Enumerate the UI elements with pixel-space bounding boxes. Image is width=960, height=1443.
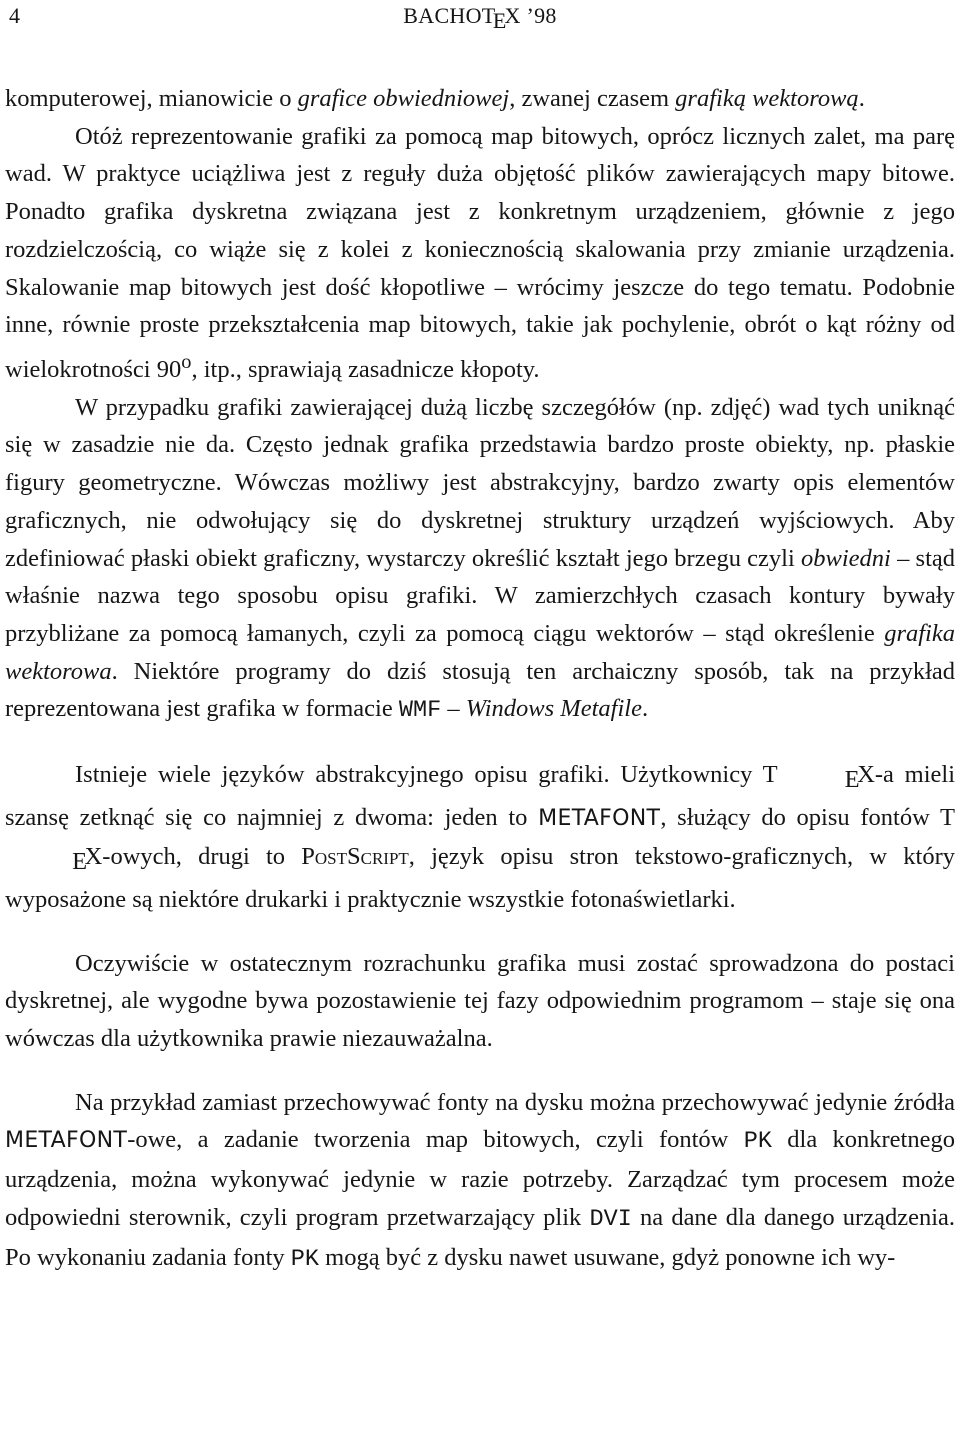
paragraph [5,118,955,389]
text-run: komputerowej, mianowicie o [5,85,298,112]
italic-text: grafiką wektorową [675,85,859,112]
paragraph [5,389,955,730]
paragraph [5,945,955,1058]
text-run: X-a mieli szansę zetknąć się co najmniej z dwoma: jeden to [5,761,956,832]
running-title-tex-e: E [492,7,507,33]
monospace-text: WMF [398,697,442,725]
text-run: Otóż reprezentowanie grafiki za pomocą map bitowych, oprócz licznych zalet, ma parę wad. W praktyce uciążliwa jest z reguły duża objętość plików zawierających mapy bitowe. Ponadto grafika dyskretna związana jest z konkretnym urządzeniem, głównie z jego rozdzielczością, co wiąże się z kolei z koniecznością skalowania przy zmianie urządzenia. Skalowanie map bitowych jest dość kłopotliwe – wrócimy jeszcze do tego tematu. Podobnie inne, równie proste przekształcenia map bitowych, takie jak pochylenie, obrót o kąt różny od wielokrotności 90 [5,122,955,384]
paragraph [5,80,955,118]
text-run: , służący do opisu fontów T [660,804,955,832]
italic-text: grafika wektorowa [5,620,955,685]
monospace-text: PK [290,1245,320,1273]
paragraph [5,756,955,919]
text-run: . [641,695,649,723]
text-run: , itp., sprawiają zasadnicze kłopoty. [191,356,540,384]
page-number: 4 [9,3,20,28]
text-run: , język opisu stron tekstowo-graficznych, w który wyposażone są niektóre drukarki i praktycznie wszystkie fotonaświetlarki. [5,842,955,913]
italic-text: obwiedni [801,544,891,572]
text-run: – stąd właśnie nazwa tego sposobu opisu grafiki. W zamierzchłych czasach kontury bywały przybliżane za pomocą łamanych, czyli za pomocą ciągu wektorów – stąd określenie [5,544,956,647]
italic-text: grafice obwiedniowej [297,85,510,112]
text-run: , zwanej czasem [509,85,676,112]
small-caps-text: PostScript [301,842,409,870]
monospace-text: PK [743,1128,772,1156]
text-run: dla konkretnego urządzenia, można wykonywać jedynie w razie potrzeby. Zarządzać tym procesem może odpowiedni sterownik, czyli program przetwarzający plik [5,1126,955,1231]
metafont-logo: METAFONT [538,806,661,832]
paragraph [5,1084,955,1279]
text-run: . [858,85,865,112]
text-run: Istnieje wiele języków abstrakcyjnego opisu grafiki. Użytkownicy T [75,761,778,789]
monospace-text: DVI [589,1205,632,1233]
italic-text: Windows Metafile [465,695,642,723]
document-body [5,80,955,1278]
text-run: mogą być z dysku nawet usuwane, gdyż ponowne ich wy- [319,1243,896,1271]
text-run: X-owych, drugi to [84,842,302,870]
tex-logo-e: E [844,766,860,794]
running-title-part: BACHOT [403,3,496,28]
superscript: o [181,350,192,373]
running-title [5,3,955,34]
text-run: -owe, a zadanie tworzenia map bitowych, czyli fontów [127,1126,744,1154]
text-run: – [441,695,466,723]
text-run: W przypadku grafiki zawierającej dużą liczbę szczegółów (np. zdjęć) wad tych uniknąć się w zasadzie nie da. Często jednak grafika przedstawia bardzo proste obiekty, np. płaskie figury geometryczne. Wówczas możliwy jest abstrakcyjny, bardzo zwarty opis elementów graficznych, nie odwołujący się do dyskretnej struktury urządzeń wyjściowych. Aby zdefiniować płaski obiekt graficzny, wystarczy określić kształt jego brzegu czyli [5,393,955,572]
text-run: Oczywiście w ostatecznym rozrachunku grafika musi zostać sprowadzona do postaci dyskretnej, ale wygodne bywa pozostawienie tej fazy odpowiednim programom – staje się ona wówczas dla użytkownika prawie niezauważalna. [5,949,955,1053]
text-run: Na przykład zamiast przechowywać fonty na dysku można przechowywać jedynie źródła [75,1088,955,1116]
text-run: . Niektóre programy do dziś stosują ten archaiczny sposób, tak na przykład reprezentowana jest grafika w formacie [5,657,955,723]
metafont-logo: METAFONT [5,1128,128,1154]
running-title-part: X ’98 [504,3,557,28]
text-run: na dane dla danego urządzenia. Po wykonaniu zadania fonty [5,1203,955,1271]
page-header [5,0,955,34]
tex-logo-e: E [72,848,88,876]
